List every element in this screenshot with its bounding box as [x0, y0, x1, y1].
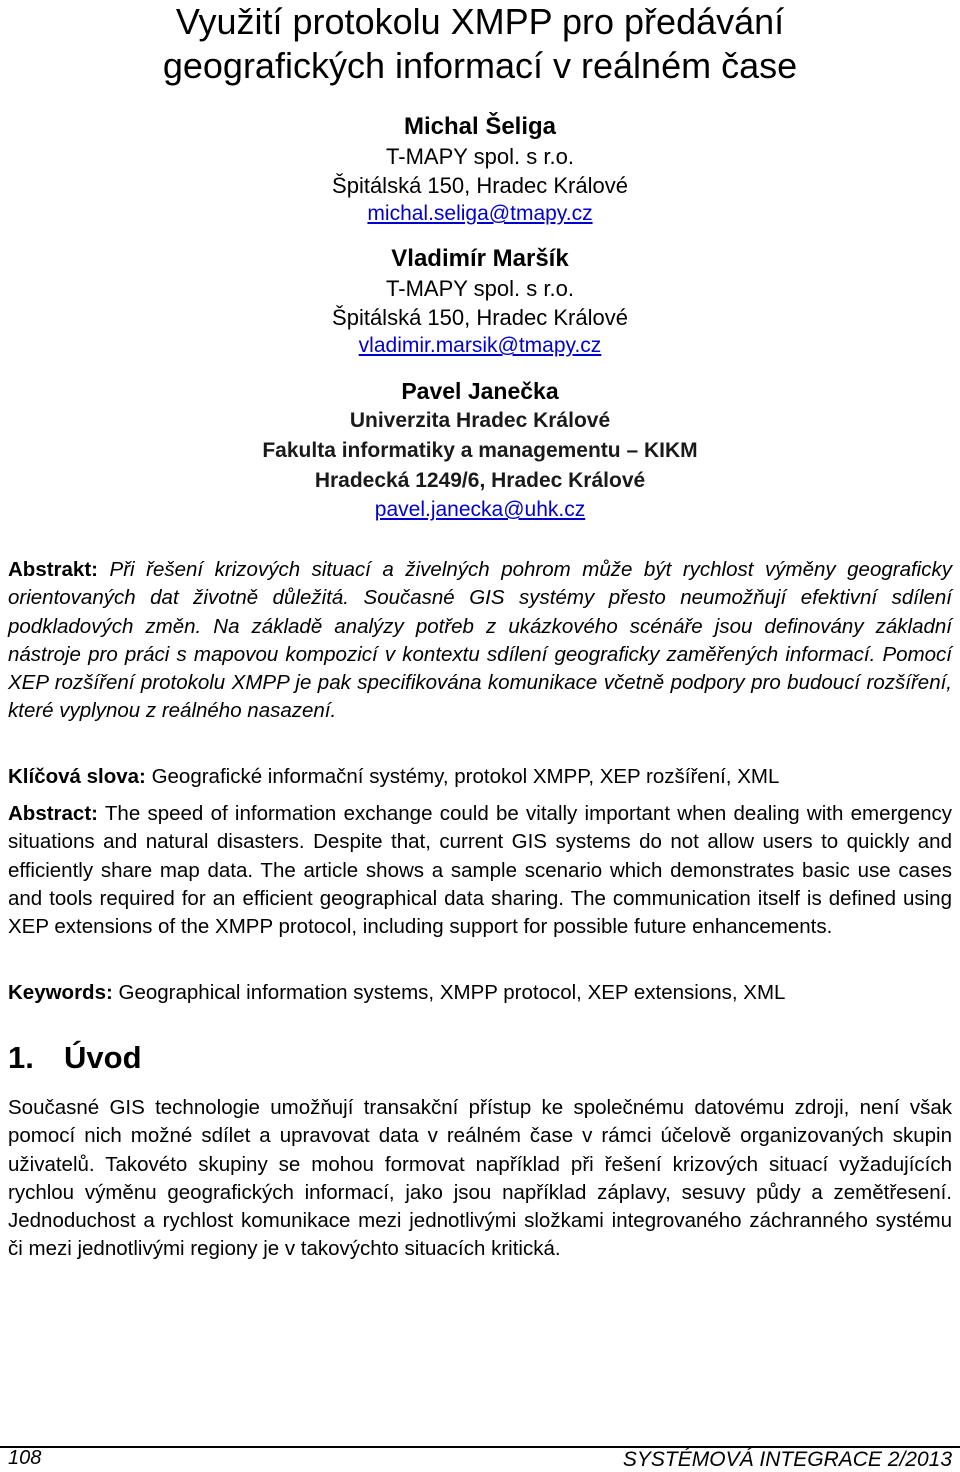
abstract-czech-label: Abstrakt:	[8, 558, 98, 581]
footer-journal-name: SYSTÉMOVÁ INTEGRACE 2/2013	[622, 1448, 952, 1471]
keywords-czech-text: Geografické informační systémy, protokol XMPP, XEP rozšíření, XML	[151, 765, 780, 788]
author-name: Pavel Janečka	[401, 378, 559, 404]
abstract-english-label: Abstract:	[8, 802, 98, 825]
author-entry	[0, 112, 960, 228]
keywords-english-text: Geographical information systems, XMPP protocol, XEP extensions, XML	[118, 981, 786, 1004]
author-email-link[interactable]: pavel.janecka@uhk.cz	[374, 498, 586, 521]
keywords-english-label: Keywords:	[8, 981, 113, 1004]
author-entry	[0, 244, 960, 360]
author-address: Špitálská 150, Hradec Králové	[332, 173, 628, 198]
author-affiliation: Univerzita Hradec Králové	[349, 409, 611, 432]
section-body-text: Současné GIS technologie umožňují transakční přístup ke společnému datovému zdroji, není však pomocí nich možné sdílet a upravovat data v reálném čase v rámci účelově organizovaných skupin uživatelů. Takovéto skupiny se mohou formovat například při řešení krizových situací vyžadujících rychlou výměnu geografických informací, jako jsou například záplavy, sesuvy půdy a zemětřesení. Jednoduchost a rychlost komunikace mezi jednotlivými složkami integrovaného záchranného systému či mezi jednotlivými regiony je v takovýchto situacích kritická.	[8, 1096, 952, 1261]
footer-page-number: 108	[8, 1447, 42, 1469]
author-block	[0, 112, 960, 540]
author-address: Špitálská 150, Hradec Králové	[332, 305, 628, 330]
author-affiliation: T-MAPY spol. s r.o.	[386, 144, 574, 169]
author-email-link[interactable]: michal.seliga@tmapy.cz	[367, 202, 593, 225]
author-department: Fakulta informatiky a managementu – KIKM	[262, 439, 698, 462]
author-name: Vladimír Maršík	[391, 245, 569, 272]
section-heading	[8, 1038, 142, 1078]
paper-title: Využití protokolu XMPP pro předávání geografických informací v reálném čase	[162, 1, 798, 86]
section-title: Úvod	[64, 1040, 142, 1075]
author-entry	[0, 376, 960, 524]
author-address: Hradecká 1249/6, Hradec Králové	[314, 469, 646, 492]
author-email-link[interactable]: vladimir.marsik@tmapy.cz	[358, 334, 602, 357]
abstract-english	[8, 800, 952, 941]
abstract-czech-text: Při řešení krizových situací a živelných pohrom může být rychlost výměny geograficky orientovaných dat životně důležitá. Současné GIS systémy přesto neumožňují efektivní sdílení podkladových změn. Na základě analýzy potřeb z ukázkového scénáře jsou definovány základní nástroje pro práci s mapovou kompozicí v kontextu sdílení geograficky zaměřených informací. Pomocí XEP rozšíření protokolu XMPP je pak specifikována komunikace včetně podpory pro budoucí rozšíření, které vyplynou z reálného nasazení.	[8, 558, 952, 723]
keywords-czech	[8, 763, 952, 791]
keywords-english	[8, 979, 952, 1007]
section-number: 1.	[8, 1040, 34, 1075]
keywords-czech-label: Klíčová slova:	[8, 765, 146, 788]
abstract-english-text: The speed of information exchange could be vitally important when dealing with emergency situations and natural disasters. Despite that, current GIS systems do not allow users to quickly and efficiently share map data. The article shows a sample scenario which demonstrates basic use cases and tools required for an efficient geographical data sharing. The communication itself is defined using XEP extensions of the XMPP protocol, including support for possible future enhancements.	[8, 802, 953, 939]
author-affiliation: T-MAPY spol. s r.o.	[386, 276, 574, 301]
abstract-czech	[8, 556, 952, 726]
author-name: Michal Šeliga	[403, 113, 557, 140]
